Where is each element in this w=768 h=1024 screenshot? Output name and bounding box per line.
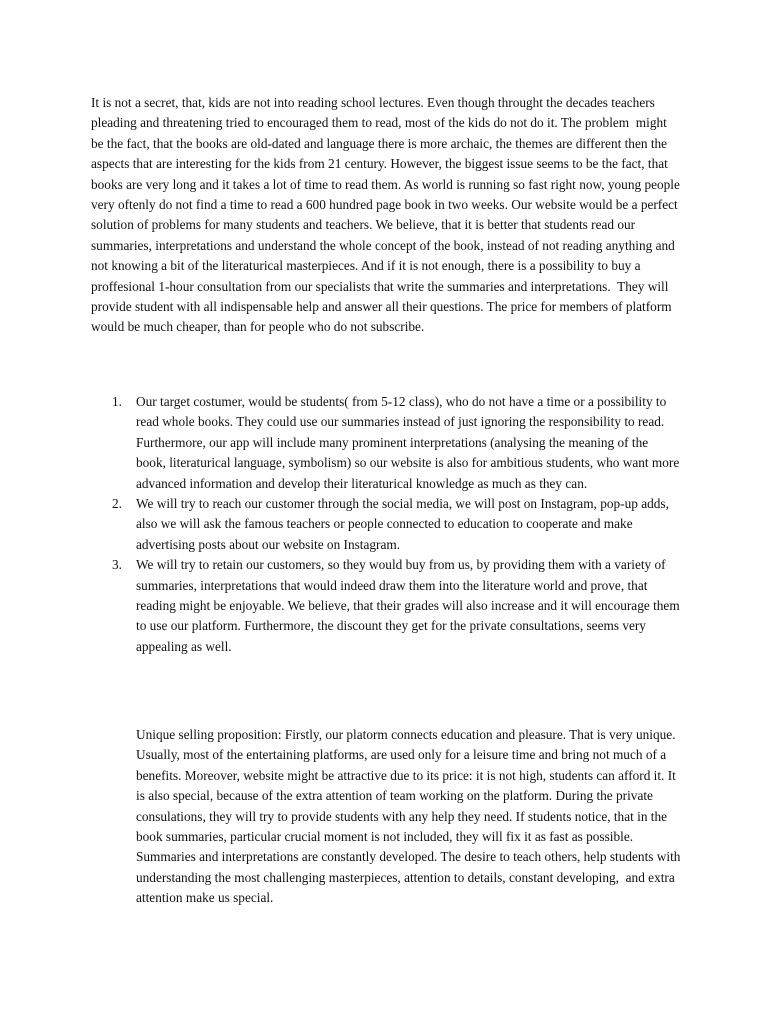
list-item-text: We will try to retain our customers, so they would buy from us, by providing them with a variety of summaries, interpretations that would indeed draw them into the literature world and prove, that reading might be enjoyable. We believe, that their grades will also increase and it will encourage them to use our platform. Furthermore, the discount they get for the private consultations, seems very appealing as well. <box>136 557 680 654</box>
numbered-list <box>91 392 681 657</box>
list-item-number: 3. <box>112 557 122 573</box>
intro-paragraph: It is not a secret, that, kids are not into reading school lectures. Even though throught the decades teachers pleading and threatening tried to encouraged them to read, most of the kids do not do it. The problem might be the fact, that the books are old-dated and language there is more archaic, the themes are different then the aspects that are interesting for the kids from 21 century. However, the biggest issue seems to be the fact, that books are very long and it takes a lot of time to read them. As world is running so fast right now, young people very oftenly do not find a time to read a 600 hundred page book in two weeks. Our website would be a perfect solution of problems for many students and teachers. We believe, that it is better that students read our summaries, interpretations and understand the whole concept of the book, instead of not reading anything and not knowing a bit of the literaturical masterpieces. And if it is not enough, there is a possibility to buy a proffesional 1-hour consultation from our specialists that write the summaries and interpretations. They will provide student with all indispensable help and answer all their questions. The price for members of platform would be much cheaper, than for people who do not subscribe. <box>91 95 684 335</box>
list-item-text: We will try to reach our customer through the social media, we will post on Instagram, pop-up adds, also we will ask the famous teachers or people connected to education to cooperate and make advertising posts about our website on Instagram. <box>136 496 669 552</box>
list-item-text: Our target costumer, would be students( from 5-12 class), who do not have a time or a possibility to read whole books. They could use our summaries instead of just ignoring the responsibility to read. Furthermore, our app will include many prominent interpretations (analysing the meaning of the book, literaturical language, symbolism) so our website is also for ambitious students, who want more advanced information and develop their literaturical knowledge as much as they can. <box>136 394 680 491</box>
list-item <box>91 494 681 555</box>
list-item-number: 2. <box>112 496 122 512</box>
list-item-number: 1. <box>112 394 122 409</box>
usp-paragraph: Unique selling proposition: Firstly, our platorm connects education and pleasure. That is very unique. Usually, most of the entertaining platforms, are used only for a leisure time and bring not much of a benefits. Moreover, website might be attractive due to its price: it is not high, students can afford it. It is also special, because of the extra attention of team working on the platform. During the private consulations, they will try to provide students with any help they need. If students notice, that in the book summaries, particular crucial moment is not included, they will fix it as fast as possible. Summaries and interpretations are constantly developed. The desire to teach others, help students with understanding the most challenging masterpieces, attention to details, constant developing, and extra attention make us special. <box>136 727 684 906</box>
list-item <box>91 555 681 657</box>
list-item <box>91 392 681 494</box>
